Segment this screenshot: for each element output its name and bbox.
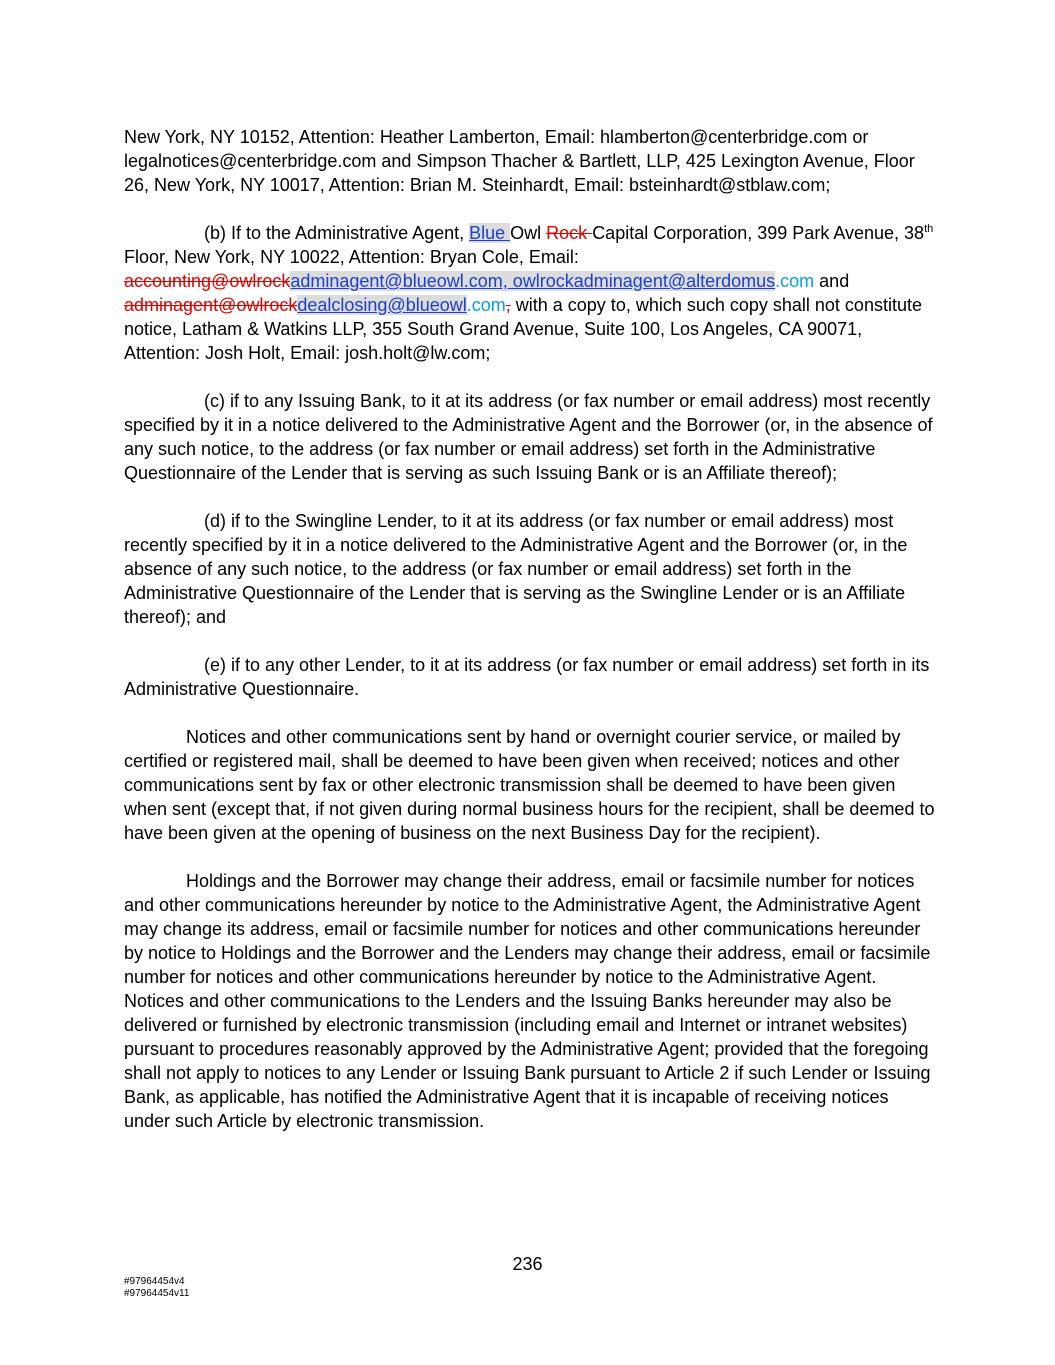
inserted-email-link[interactable]: dealclosing@blueowl xyxy=(297,295,467,315)
document-id: #97964454v4 xyxy=(124,1276,185,1287)
inserted-text: .com xyxy=(775,271,815,291)
inserted-text: .com xyxy=(466,295,506,315)
deleted-text: , xyxy=(505,295,511,315)
paragraph-notices-delivery: Notices and other communications sent by hand or overnight courier service, or mailed by certified or registered mail, shall be deemed to have been given when received; notices and other communications sent by fax or other electronic transmission shall be deemed to have been given when sent (except that, if not given during normal business hours for the recipient, shall be deemed to have been given at the opening of business on the next Business Day for the recipient). xyxy=(124,727,935,843)
text-run: Capital Corporation, 399 Park Avenue, 38 xyxy=(592,223,925,243)
text-run: Owl xyxy=(510,223,547,243)
paragraph-b-administrative-agent xyxy=(124,221,936,365)
text-run: Floor, New York, NY 10022, Attention: Bryan Cole, Email: xyxy=(124,247,579,267)
deleted-email: adminagent@owlrock xyxy=(124,295,298,315)
text-run: and xyxy=(814,271,850,291)
paragraph-holdings-address-change: Holdings and the Borrower may change their address, email or facsimile number for notices and other communications hereunder by notice to the Administrative Agent, the Administrative Agent may change its address, email or facsimile number for notices and other communications hereunder by notice to Holdings and the Borrower and the Lenders may change their address, email or facsimile number for notices and other communications hereunder by notice to the Administrative Agent. Notices and other communications to the Lenders and the Issuing Banks hereunder may also be delivered or furnished by electronic transmission (including email and Internet or intranet websites) pursuant to procedures reasonably approved by the Administrative Agent; provided that the foregoing shall not apply to notices to any Lender or Issuing Bank pursuant to Article 2 if such Lender or Issuing Bank, as applicable, has notified the Administrative Agent that it is incapable of receiving notices under such Article by electronic transmission. xyxy=(124,871,931,1131)
paragraph-c-issuing-bank: (c) if to any Issuing Bank, to it at its address (or fax number or email address) most recently specified by it in a notice delivered to the Administrative Agent and the Borrower (or, in the absence of any such notice, to the address (or fax number or email address) set forth in the Administrative Questionnaire of the Lender that is serving as such Issuing Bank or is an Affiliate thereof); xyxy=(124,391,933,483)
paragraph-address-continuation: New York, NY 10152, Attention: Heather Lamberton, Email: hlamberton@centerbridge.com or legalnotices@centerbridge.com and Simpson Thacher & Bartlett, LLP, 425 Lexington Avenue, Floor 26, New York, NY 10017, Attention: Brian M. Steinhardt, Email: bsteinhardt@stblaw.com; xyxy=(124,127,915,195)
inserted-text: Blue xyxy=(469,223,511,243)
text-run: with a copy to, which such copy shall not constitute notice, Latham & Watkins LLP, 355 South Grand Avenue, Suite 100, Los Angeles, CA 90071, Attention: Josh Holt, Email: josh.holt@lw.com; xyxy=(124,295,922,363)
paragraph-d-swingline-lender: (d) if to the Swingline Lender, to it at its address (or fax number or email address) most recently specified by it in a notice delivered to the Administrative Agent and the Borrower (or, in the absence of any such notice, to the address (or fax number or email address) set forth in the Administrative Questionnaire of the Lender that is serving as the Swingline Lender or is an Affiliate thereof); and xyxy=(124,511,908,627)
deleted-email: accounting@owlrock xyxy=(124,271,291,291)
paragraph-e-other-lender: (e) if to any other Lender, to it at its address (or fax number or email address) set forth in its Administrative Questionnaire. xyxy=(124,655,930,699)
document-id: #97964454v11 xyxy=(124,1288,190,1299)
document-body xyxy=(124,125,936,1157)
page-number: 236 xyxy=(512,1254,543,1274)
superscript: th xyxy=(924,223,934,235)
text-run: (b) If to the Administrative Agent, xyxy=(204,223,470,243)
deleted-text: Rock xyxy=(546,223,593,243)
footer-document-ids xyxy=(124,1276,189,1300)
inserted-email-link[interactable]: adminagent@blueowl.com, owlrockadminagent@alterdomus xyxy=(290,271,776,291)
